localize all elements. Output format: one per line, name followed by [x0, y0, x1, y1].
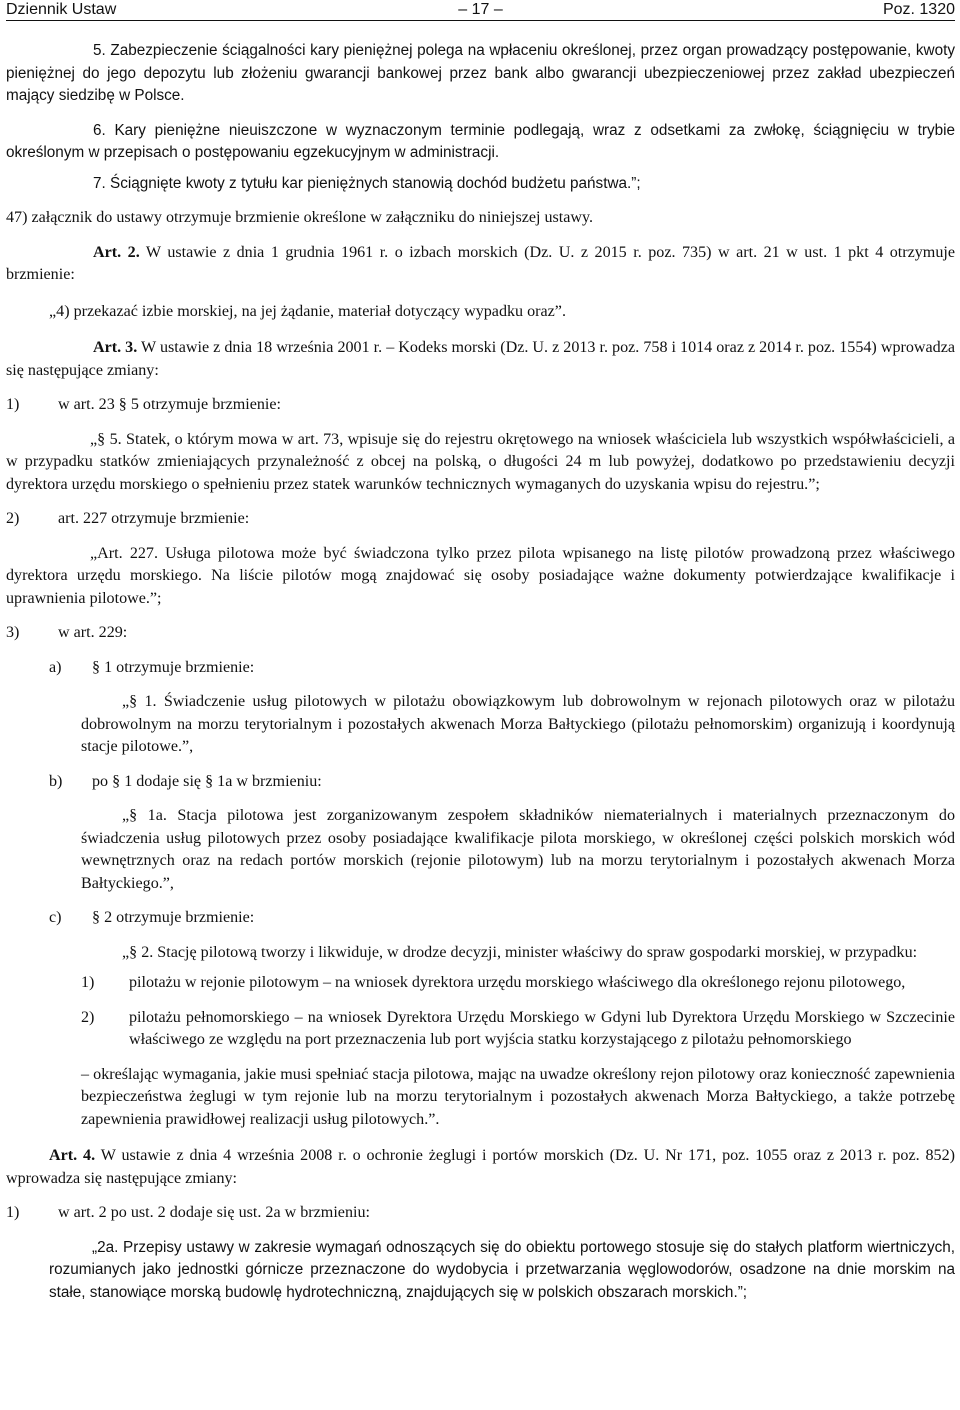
- article-2-label: Art. 2.: [93, 243, 140, 261]
- article-3-label: Art. 3.: [93, 339, 138, 356]
- article-229-letter-c-quote-wrap: [6, 942, 955, 965]
- paragraph-7: 7. Ściągnięte kwoty z tytułu kar pieniężnych stanowią dochód budżetu państwa.”;: [93, 174, 641, 192]
- point-text: pilotażu w rejonie pilotowym – na wniosek dyrektora urzędu morskiego właściwego dla określonego rejonu pilotowego,: [129, 974, 906, 991]
- page-number: – 17 –: [458, 1, 503, 18]
- document-page: [6, 0, 955, 1301]
- page-header: [6, 0, 955, 24]
- article-2-quote: „4) przekazać izbie morskiej, na jej żądanie, materiał dotyczący wypadku oraz”.: [49, 302, 566, 320]
- point-number: 1): [81, 974, 95, 991]
- article-229-letter-c-tail-wrap: [6, 1064, 955, 1132]
- letter-text: § 2 otrzymuje brzmienie:: [92, 909, 255, 926]
- item-text: art. 227 otrzymuje brzmienie:: [58, 510, 250, 527]
- article-3-item-1: [6, 394, 955, 417]
- header-rule: [6, 20, 955, 21]
- article-3: [6, 337, 955, 382]
- document-body: [6, 40, 955, 1304]
- item-number: 1): [6, 396, 20, 413]
- article-3-text: W ustawie z dnia 18 września 2001 r. – Kodeks morski (Dz. U. z 2013 r. poz. 758 i 1014 oraz z 2014 r. poz. 1554) wprowadza się następujące zmiany:: [6, 339, 955, 379]
- article-229-letter-b-quote-wrap: [6, 805, 955, 895]
- article-229-letter-b-quote: „§ 1a. Stacja pilotowa jest zorganizowanym zespołem składników niematerialnych i materialnych przeznaczonym do świadczenia usług pilotowych przez osoby posiadające kwalifikacje pilota morskiego, w określonej części polskich morskich wód wewnętrznych oraz na redach portów morskich (rejonie pilotowym) lub na morzu terytorialnym i pozostałych akwenach Morza Bałtyckiego.”,: [81, 807, 955, 892]
- letter-label: c): [49, 909, 62, 926]
- article-3-item-3: [6, 622, 955, 645]
- letter-label: b): [49, 772, 63, 790]
- item-text: w art. 23 § 5 otrzymuje brzmienie:: [58, 396, 282, 413]
- article-229-letter-a: [6, 657, 955, 680]
- journal-title: Dziennik Ustaw: [6, 1, 117, 18]
- item-number: 1): [6, 1204, 20, 1221]
- article-229-letter-b: [6, 771, 955, 794]
- item-number: 3): [6, 624, 20, 641]
- article-4-label: Art. 4.: [49, 1147, 96, 1164]
- article-229-letter-a-quote-wrap: [6, 691, 955, 759]
- item-number: 2): [6, 510, 20, 527]
- article-4-item-1-quote: „2a. Przepisy ustawy w zakresie wymagań odnoszących się do obiektu portowego stosuje się do stałych platform wiertniczych, rozumianych jako jednostki górnicze przeznaczone do wydobycia i przetwarzania węglowodorów, osadzone na dnie morskim na stałe, stanowiące morską budowlę hydrotechniczną, znajdujących się w polskich obszarach morskich.”;: [49, 1238, 955, 1301]
- article-229-letter-c-point-1: [6, 972, 955, 995]
- article-4: [6, 1145, 955, 1190]
- article-3-item-1-quote: „§ 5. Statek, o którym mowa w art. 73, wpisuje się do rejestru okrętowego na wniosek właściciela lub wszystkich współwłaścicieli, a w przypadku statków zmieniających przynależność z obcej na polską, o długości 24 m lub powyżej, dodatkowo po przedstawieniu decyzji dyrektora urzędu morskiego o spełnieniu przez statek warunków technicznych wymaganych do uzyskania wpisu do rejestru.”;: [6, 430, 955, 493]
- point-text: pilotażu pełnomorskiego – na wniosek Dyrektora Urzędu Morskiego w Gdyni lub Dyrektora Urzędu Morskiego w Szczecinie właściwego ze względu na port przeznaczenia lub port wyjścia statku korzystającego z pilotażu pełnomorskiego: [129, 1008, 955, 1048]
- item-text: w art. 229:: [58, 624, 128, 641]
- article-2-text: W ustawie z dnia 1 grudnia 1961 r. o izbach morskich (Dz. U. z 2015 r. poz. 735) w art. 21 w ust. 1 pkt 4 otrzymuje brzmienie:: [6, 243, 955, 283]
- article-229-letter-c-point-2: [6, 1007, 955, 1052]
- letter-text: § 1 otrzymuje brzmienie:: [92, 658, 255, 676]
- article-229-letter-a-quote: „§ 1. Świadczenie usług pilotowych w pilotażu obowiązkowym lub dobrowolnym w rejonach pilotowych oraz w pilotażu dobrowolnym na morzu terytorialnym i pozostałych akwenach Morza Bałtyckiego (pilotażu pełnomorskim) organizują i koordynują stacje pilotowe.”,: [81, 693, 955, 755]
- article-4-text: W ustawie z dnia 4 września 2008 r. o ochronie żeglugi i portów morskich (Dz. U. Nr 171, poz. 1055 oraz z 2013 r. poz. 852) wprowadza się następujące zmiany:: [6, 1147, 955, 1187]
- article-4-item-1-quote-wrap: [6, 1237, 955, 1305]
- item-47: 47) załącznik do ustawy otrzymuje brzmienie określone w załączniku do niniejszej ustawy.: [6, 209, 594, 226]
- article-229-letter-c: [6, 907, 955, 930]
- article-229-letter-c-quote: „§ 2. Stację pilotową tworzy i likwiduje, w drodze decyzji, minister właściwy do spraw gospodarki morskiej, w przypadku:: [122, 943, 918, 961]
- point-number: 2): [81, 1008, 95, 1026]
- paragraph-5: 5. Zabezpieczenie ściągalności kary pieniężnej polega na wpłaceniu określonej, przez organ prowadzący postępowanie, kwoty pieniężnej do jego depozytu lub złożeniu gwarancji bankowej przez bank albo gwarancji ubezpieczeniowej przez zakład ubezpieczeń mający siedzibę w Polsce.: [6, 42, 955, 104]
- paragraph-6: 6. Kary pieniężne nieuiszczone w wyznaczonym terminie podlegają, wraz z odsetkami za zwłokę, ściągnięciu w trybie określonym w przepisach o postępowaniu egzekucyjnym w administracji.: [6, 121, 955, 161]
- article-4-item-1: [6, 1202, 955, 1225]
- article-2: [6, 242, 955, 287]
- article-3-item-2-quote: „Art. 227. Usługa pilotowa może być świadczona tylko przez pilota wpisanego na listę pilotów prowadzoną przez właściwego dyrektora urzędu morskiego. Na liście pilotów mogą znajdować się osoby posiadające ważne dokumenty potwierdzające kwalifikacje i uprawnienia pilotowe.”;: [6, 544, 955, 607]
- position-number: Poz. 1320: [882, 1, 955, 18]
- letter-text: po § 1 dodaje się § 1a w brzmieniu:: [92, 772, 322, 790]
- letter-label: a): [49, 658, 62, 676]
- article-229-letter-c-tail: – określając wymagania, jakie musi spełniać stacja pilotowa, mając na uwadze określony rejon pilotowy oraz konieczność zapewnienia bezpieczeństwa żeglugi w tym rejonie lub na morzu terytorialnym i pozostałych akwenach Morza Bałtyckiego, a także potrzebę zapewnienia prawidłowej realizacji usług pilotowych.”.: [81, 1065, 955, 1128]
- article-3-item-2: [6, 508, 955, 531]
- item-text: w art. 2 po ust. 2 dodaje się ust. 2a w brzmieniu:: [58, 1204, 370, 1221]
